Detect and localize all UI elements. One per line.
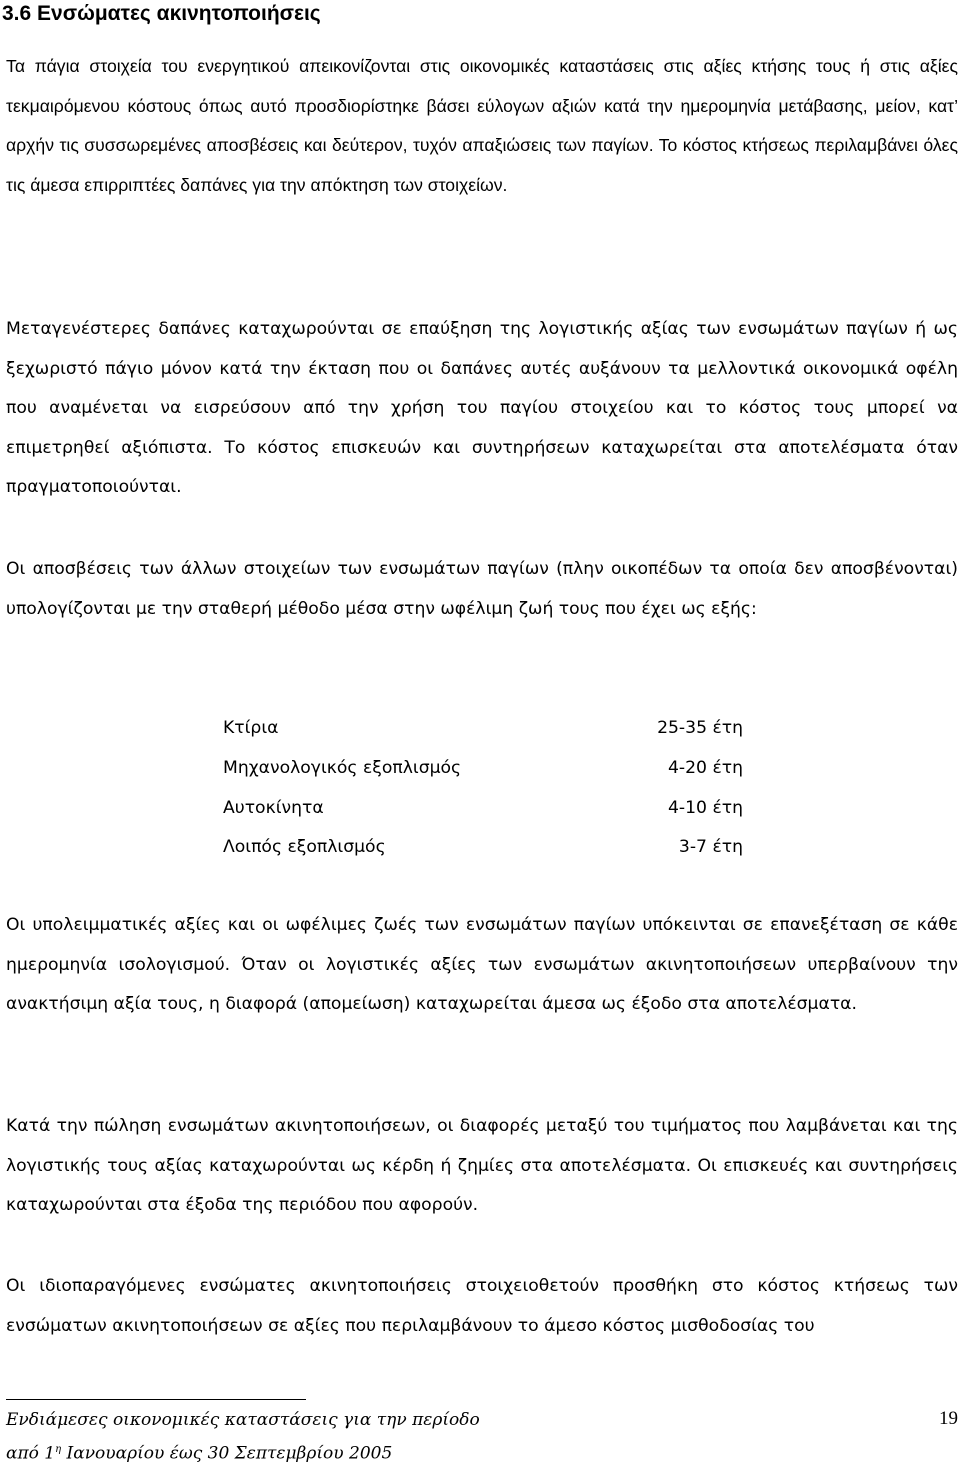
paragraph-depreciation: Οι αποσβέσεις των άλλων στοιχείων των ενσωμάτων παγίων (πλην οικοπέδων τα οποία δεν αποσβένονται) υπολογίζονται με την σταθερή μέθοδο μέσα στην ωφέλιμη ζωή τους που έχει ως εξής:: [6, 559, 958, 619]
page-footer: [6, 1406, 480, 1469]
asset-category: Αυτοκίνητα: [223, 797, 324, 818]
paragraph-subsequent-costs: Μεταγενέστερες δαπάνες καταχωρούνται σε επαύξηση της λογιστικής αξίας των ενσωμάτων παγίων ή ως ξεχωριστό πάγιο μόνον κατά την έκταση που οι δαπάνες αυτές αυξάνουν τα μελλοντικά οικονομικά οφέλη που αναμένεται να εισρεύσουν από την χρήση του παγίου στοιχείου και το κόστος τους μπορεί να επιμετρηθεί αξιόπιστα. Το κόστος επισκευών και συντηρήσεων καταχωρείται στα αποτελέσματα όταν πραγματοποιούνται.: [6, 319, 958, 498]
paragraph-disposals: Κατά την πώληση ενσωμάτων ακινητοποιήσεων, οι διαφορές μεταξύ του τιμήματος που λαμβάνεται και της λογιστικής τους αξίας καταχωρούνται ως κέρδη ή ζημίες στα αποτελέσματα. Οι επισκευές και συντηρήσεις καταχωρούνται στα έξοδα της περιόδου που αφορούν.: [6, 1116, 958, 1216]
asset-category: Λοιπός εξοπλισμός: [223, 837, 386, 858]
footer-period: [6, 1435, 480, 1469]
paragraph-self-constructed: Οι ιδιοπαραγόμενες ενσώματες ακινητοποιήσεις στοιχειοθετούν προσθήκη στο κόστος κτήσεως των ενσώματων ακινητοποιήσεων σε αξίες που περιλαμβάνουν το άμεσο κόστος μισθοδοσίας του: [6, 1276, 958, 1336]
footer-superscript: η: [55, 1444, 62, 1455]
page-number: 19: [939, 1408, 958, 1429]
paragraph-residual-values: Οι υπολειμματικές αξίες και οι ωφέλιμες ζωές των ενσωμάτων παγίων υπόκεινται σε επανεξέταση σε κάθε ημερομηνία ισολογισμού. Όταν οι λογιστικές αξίες των ενσωμάτων ακινητοποιήσεων υπερβαίνουν την ανακτήσιμη αξία τους, η διαφορά (απομείωση) καταχωρείται άμεσα ως έξοδο στα αποτελέσματα.: [6, 915, 958, 1015]
table-row: [223, 709, 743, 749]
useful-life-years: 4-20 έτη: [667, 757, 743, 778]
useful-life-years: 4-10 έτη: [667, 797, 743, 818]
asset-category: Μηχανολογικός εξοπλισμός: [223, 757, 462, 778]
footer-title: Ενδιάμεσες οικονομικές καταστάσεις για την περίοδο: [6, 1410, 480, 1430]
section-heading: 3.6 Ενσώματες ακινητοποιήσεις: [2, 2, 321, 25]
table-row: [223, 828, 743, 868]
footer-period-suffix: Ιανουαρίου έως 30 Σεπτεμβρίου 2005: [61, 1443, 393, 1464]
useful-life-table: [223, 709, 743, 868]
useful-life-years: 25-35 έτη: [657, 718, 743, 738]
paragraph-acquisition-cost: Τα πάγια στοιχεία του ενεργητικού απεικονίζονται στις οικονομικές καταστάσεις στις αξίες κτήσης τους ή στις αξίες τεκμαιρόμενου κόστους όπως αυτό προσδιορίστηκε βάσει εύλογων αξιών κατά την ημερομηνία μετάβασης, μείον, κατ’ αρχήν τις συσσωρεμένες αποσβέσεις και δεύτερον, τυχόν απαξιώσεις των παγίων. Το κόστος κτήσεως περιλαμβάνει όλες τις άμεσα επιρριπτέες δαπάνες για την απόκτηση των στοιχείων.: [6, 56, 958, 195]
footer-period-prefix: από 1: [6, 1443, 56, 1464]
table-row: [223, 749, 743, 789]
table-row: [223, 789, 743, 829]
asset-category: Κτίρια: [223, 718, 279, 738]
footer-divider: [6, 1399, 306, 1400]
useful-life-years: 3-7 έτη: [678, 837, 743, 858]
